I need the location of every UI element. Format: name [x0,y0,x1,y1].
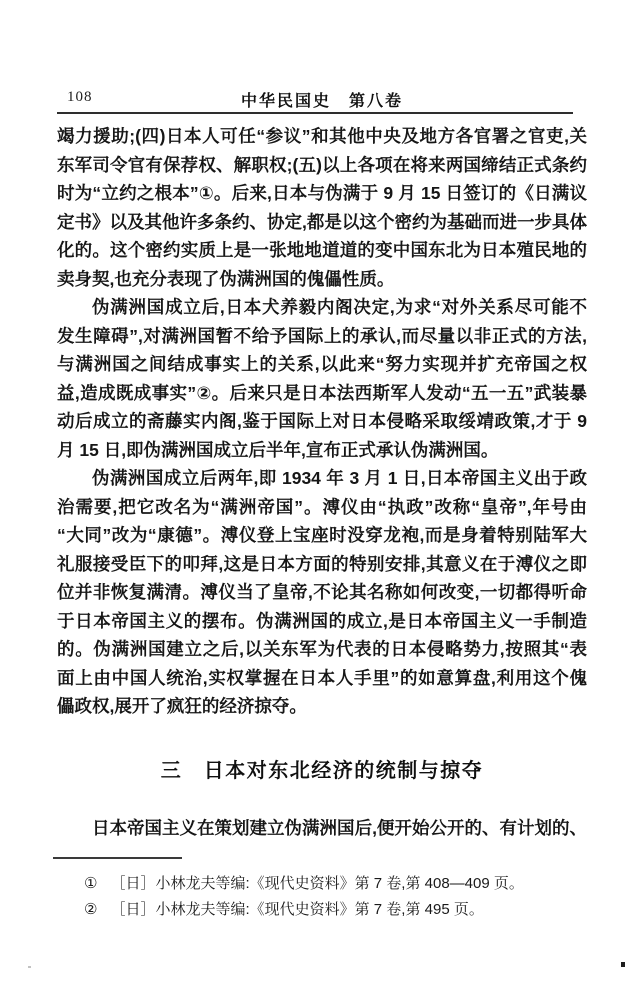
text-line: 礼服接受臣下的叩拜,这是日本方面的特别安排,其意义在于溥仪之即 [57,553,587,574]
text-line: 面上由中国人统治,实权掌握在日本人手里”的如意算盘,利用这个傀 [57,667,587,688]
text-line: 月 15 日,即伪满洲国成立后半年,宣布正式承认伪满洲国。 [57,439,499,460]
text-line: 时为“立约之根本”①。后来,日本与伪满于 9 月 15 日签订的《日满议 [57,183,587,203]
text-line: 治需要,把它改名为“满洲帝国”。溥仪由“执政”改称“皇帝”,年号由 [57,496,587,517]
text-line: 的。伪满洲国建立之后,以关东军为代表的日本侵略势力,按照其“表 [57,639,587,659]
page-number: 108 [67,89,93,105]
text-line: “大同”改为“康德”。溥仪登上宝座时没穿龙袍,而是身着特别陆军大 [57,525,587,545]
footnote-text: ［日］小林龙夫等编:《现代史资料》第 7 卷,第 408—409 页。 [110,875,524,892]
text-line: 伪满洲国成立后,日本犬养毅内阁决定,为求“对外关系尽可能不 [92,297,587,317]
footnote-rule [53,857,182,859]
text-line: 发生障碍”,对满洲国暂不给予国际上的承认,而尽量以非正式的方法, [57,325,587,346]
text-line: 与满洲国之间结成事实上的关系,以此来“努力实现并扩充帝国之权 [57,354,587,374]
text-line: 位并非恢复满清。溥仪当了皇帝,不论其名称如何改变,一切都得听命 [57,582,587,602]
text-line: 儡政权,展开了疯狂的经济掠夺。 [57,696,307,716]
footnote [84,871,574,897]
footnote-text: ［日］小林龙夫等编:《现代史资料》第 7 卷,第 495 页。 [110,900,484,918]
text-line: 卖身契,也充分表现了伪满洲国的傀儡性质。 [57,268,395,289]
text-line: 化的。这个密约实质上是一张地地道道的变中国东北为日本殖民地的 [57,240,587,260]
scan-speck [621,962,625,967]
scan-speck [28,966,31,968]
page-header [57,88,587,108]
footnote [84,897,574,923]
text-line: 动后成立的斋藤实内阁,鉴于国际上对日本侵略采取绥靖政策,才于 9 [57,411,587,431]
text-line: 于日本帝国主义的摆布。伪满洲国的成立,是日本帝国主义一手制造 [57,610,587,631]
body-text [57,122,587,721]
footnote-marker: ① [84,875,98,892]
text-line: 伪满洲国成立后两年,即 1934 年 3 月 1 日,日本帝国主义出于政 [92,468,587,488]
running-title: 中华民国史 第八卷 [240,93,403,110]
section-heading: 三 日本对东北经济的统制与掠夺 [160,760,484,782]
footnote-marker: ② [84,900,98,918]
footnotes [84,871,574,922]
header-rule [57,112,573,114]
text-line: 益,造成既成事实”②。后来只是日本法西斯军人发动“五一五”武装暴 [57,382,587,403]
text-line: 东军司令官有保荐权、解职权;(五)以上各项在将来两国缔结正式条约 [57,154,587,175]
section-first-line: 日本帝国主义在策划建立伪满洲国后,便开始公开的、有计划的、 [92,818,587,838]
text-line: 竭力援助;(四)日本人可任“参议”和其他中央及地方各官署之官吏,关 [57,126,587,146]
text-line: 定书》以及其他许多条约、协定,都是以这个密约为基础而进一步具体 [57,211,587,232]
